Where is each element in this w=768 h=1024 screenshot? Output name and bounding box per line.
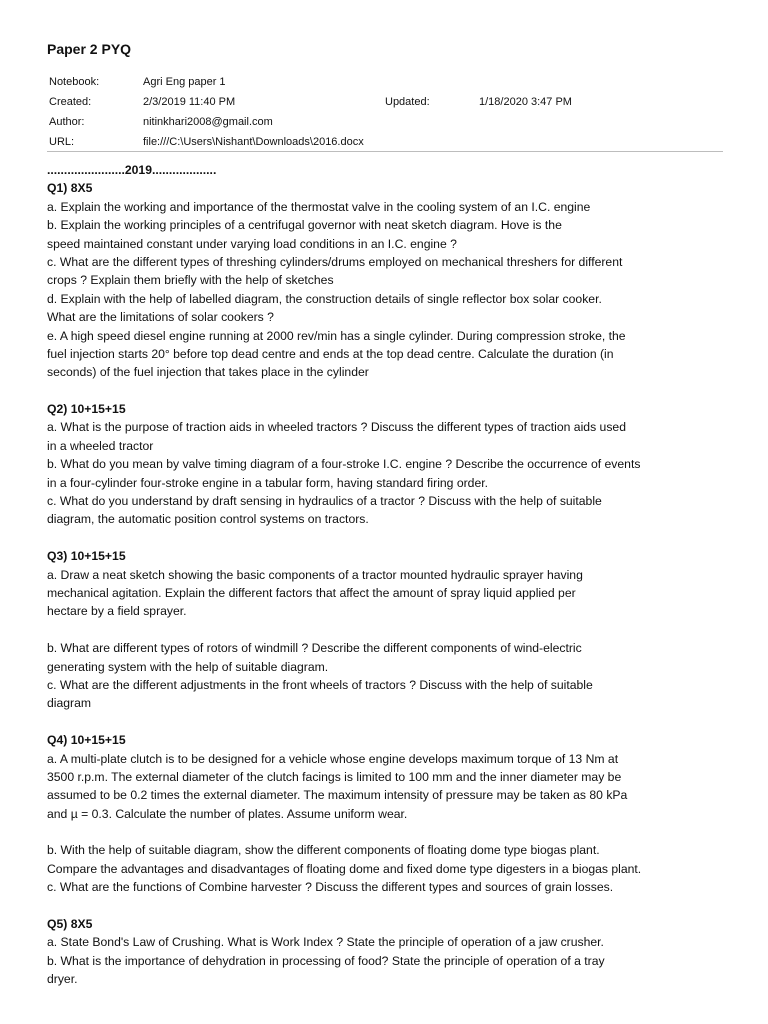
spacer bbox=[47, 382, 737, 400]
updated-label: Updated: bbox=[385, 96, 430, 108]
meta-row-url bbox=[47, 132, 723, 152]
spacer bbox=[47, 897, 737, 915]
meta-row-created bbox=[47, 92, 723, 112]
metadata-divider bbox=[47, 151, 723, 152]
q3-line: a. Draw a neat sketch showing the basic components of a tractor mounted hydraulic sprayer having bbox=[47, 567, 583, 582]
q3-heading: Q3) 10+15+15 bbox=[47, 549, 126, 564]
q1-line: seconds) of the fuel injection that takes place in the cylinder bbox=[47, 365, 369, 380]
q2-line: a. What is the purpose of traction aids in wheeled tractors ? Discuss the different types of traction aids used bbox=[47, 420, 626, 435]
q4-line: Compare the advantages and disadvantages of floating dome and fixed dome type digesters in a biogas plant. bbox=[47, 861, 642, 876]
created-value: 2/3/2019 11:40 PM bbox=[143, 96, 236, 108]
url-label: URL: bbox=[49, 136, 75, 148]
q1-line: b. Explain the working principles of a centrifugal governor with neat sketch diagram. Hove is the bbox=[47, 218, 562, 233]
spacer bbox=[47, 529, 737, 547]
note-metadata bbox=[47, 72, 723, 152]
q1-line: What are the limitations of solar cookers ? bbox=[47, 310, 274, 325]
q5-line: dryer. bbox=[47, 972, 78, 987]
q5-line: b. What is the importance of dehydration in processing of food? State the principle of operation of a tray bbox=[47, 953, 605, 968]
q1-line: a. Explain the working and importance of the thermostat valve in the cooling system of an I.C. engine bbox=[47, 199, 591, 214]
q2-line: b. What do you mean by valve timing diagram of a four-stroke I.C. engine ? Describe the occurrence of events bbox=[47, 457, 641, 472]
q1-line: e. A high speed diesel engine running at 2000 rev/min has a single cylinder. During compression stroke, the bbox=[47, 328, 626, 343]
spacer bbox=[47, 621, 737, 639]
note-body bbox=[47, 161, 737, 989]
q4-line: c. What are the functions of Combine harvester ? Discuss the different types and sources of grain losses. bbox=[47, 880, 614, 895]
meta-row-author bbox=[47, 112, 723, 132]
note-title: Paper 2 PYQ bbox=[47, 41, 132, 57]
meta-row-notebook bbox=[47, 72, 723, 92]
q4-line: b. With the help of suitable diagram, show the different components of floating dome type biogas plant. bbox=[47, 843, 600, 858]
q1-line: crops ? Explain them briefly with the help of sketches bbox=[47, 273, 334, 288]
q2-line: in a four-cylinder four-stroke engine in a tabular form, having standard firing order. bbox=[47, 475, 489, 490]
q2-line: c. What do you understand by draft sensing in hydraulics of a tractor ? Discuss with the help of suitable bbox=[47, 494, 602, 509]
notebook-label: Notebook: bbox=[49, 76, 100, 88]
q3-line: c. What are the different adjustments in the front wheels of tractors ? Discuss with the help of suitable bbox=[47, 677, 593, 692]
notebook-value: Agri Eng paper 1 bbox=[143, 76, 226, 88]
updated-value: 1/18/2020 3:47 PM bbox=[479, 96, 572, 108]
q1-line: speed maintained constant under varying load conditions in an I.C. engine ? bbox=[47, 236, 457, 251]
q4-line: 3500 r.p.m. The external diameter of the clutch facings is limited to 100 mm and the inner diameter may be bbox=[47, 769, 622, 784]
created-label: Created: bbox=[49, 96, 92, 108]
year-heading: .......................2019................... bbox=[47, 163, 217, 177]
q3-line: hectare by a field sprayer. bbox=[47, 604, 187, 619]
q4-line: and µ = 0.3. Calculate the number of plates. Assume uniform wear. bbox=[47, 806, 408, 821]
q3-line: diagram bbox=[47, 696, 92, 711]
q5-heading: Q5) 8X5 bbox=[47, 917, 93, 932]
q3-line: mechanical agitation. Explain the different factors that affect the amount of spray liquid applied per bbox=[47, 585, 576, 600]
q2-heading: Q2) 10+15+15 bbox=[47, 402, 126, 417]
spacer bbox=[47, 823, 737, 841]
q5-line: a. State Bond's Law of Crushing. What is Work Index ? State the principle of operation of a jaw crusher. bbox=[47, 935, 604, 950]
q4-line: assumed to be 0.2 times the external diameter. The maximum intensity of pressure may be taken as 80 kPa bbox=[47, 788, 628, 803]
q1-line: c. What are the different types of threshing cylinders/drums employed on mechanical threshers for different bbox=[47, 254, 623, 269]
author-label: Author: bbox=[49, 116, 85, 128]
q4-heading: Q4) 10+15+15 bbox=[47, 733, 126, 748]
q3-line: generating system with the help of suitable diagram. bbox=[47, 659, 329, 674]
q2-line: in a wheeled tractor bbox=[47, 438, 154, 453]
spacer bbox=[47, 713, 737, 731]
q1-line: d. Explain with the help of labelled diagram, the construction details of single reflector box solar cooker. bbox=[47, 291, 602, 306]
q4-line: a. A multi-plate clutch is to be designed for a vehicle whose engine develops maximum torque of 13 Nm at bbox=[47, 751, 619, 766]
q3-line: b. What are different types of rotors of windmill ? Describe the different components of wind-electric bbox=[47, 641, 582, 656]
q1-line: fuel injection starts 20° before top dead centre and ends at the top dead centre. Calculate the duration (in bbox=[47, 346, 614, 361]
q1-heading: Q1) 8X5 bbox=[47, 181, 93, 196]
author-value: nitinkhari2008@gmail.com bbox=[143, 116, 273, 128]
url-value[interactable]: file:///C:\Users\Nishant\Downloads\2016.docx bbox=[143, 136, 364, 148]
q2-line: diagram, the automatic position control systems on tractors. bbox=[47, 512, 369, 527]
